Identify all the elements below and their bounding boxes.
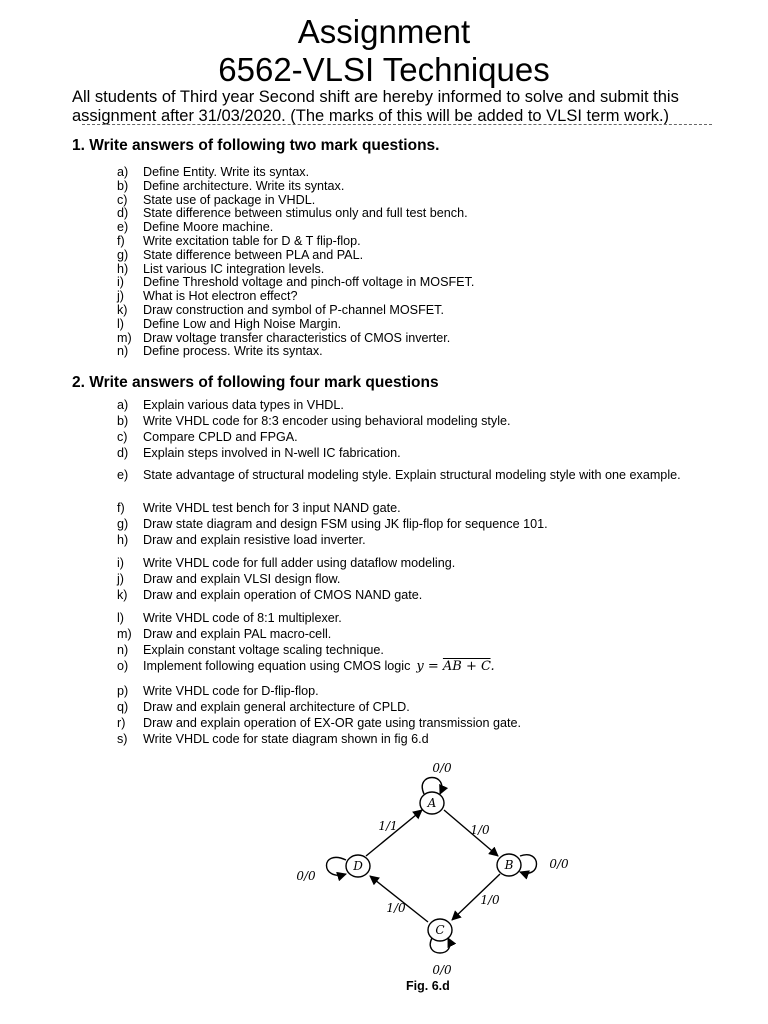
question-marker: n) xyxy=(117,344,129,359)
state-c-label: C xyxy=(435,923,445,937)
question-item xyxy=(117,587,703,604)
question-text: Draw voltage transfer characteristics of CMOS inverter. xyxy=(143,330,451,345)
question-text: Define architecture. Write its syntax. xyxy=(143,178,345,193)
question-marker: l) xyxy=(117,316,124,331)
question-item xyxy=(117,166,717,180)
question-item xyxy=(117,207,717,221)
question-text: Define process. Write its syntax. xyxy=(143,344,323,359)
question-marker: e) xyxy=(117,468,129,482)
question-item xyxy=(117,467,703,484)
question-text: Define Low and High Noise Margin. xyxy=(143,316,342,331)
question-item xyxy=(117,626,703,643)
transition-d-a xyxy=(366,810,422,856)
self-loop-d xyxy=(327,857,347,875)
question-text: Draw and explain operation of EX-OR gate using transmission gate. xyxy=(143,716,522,730)
question-item xyxy=(117,397,703,414)
question-marker: f) xyxy=(117,233,125,248)
equation-rhs: AB + C xyxy=(442,659,491,674)
question-item xyxy=(117,642,703,659)
figure-caption: Fig. 6.d xyxy=(406,979,450,993)
question-marker: g) xyxy=(117,517,129,531)
question-item xyxy=(117,715,703,732)
question-item xyxy=(117,332,717,346)
question-text: State use of package in VHDL. xyxy=(143,192,316,207)
question-text: State difference between stimulus only and full test bench. xyxy=(143,206,468,221)
state-a-label: A xyxy=(427,796,437,810)
transition-c-d xyxy=(370,876,428,922)
question-marker: m) xyxy=(117,330,132,345)
question-text: Explain various data types in VHDL. xyxy=(143,398,344,412)
question-marker: s) xyxy=(117,732,128,746)
question-text: Write excitation table for D & T flip-flop. xyxy=(143,233,361,248)
question-item xyxy=(117,445,703,462)
question-text: Draw and explain general architecture of CPLD. xyxy=(143,700,410,714)
question-text: Write VHDL code of 8:1 multiplexer. xyxy=(143,611,342,625)
self-loop-b xyxy=(520,855,537,874)
question-marker: o) xyxy=(117,659,129,673)
question-item xyxy=(117,221,717,235)
state-diagram xyxy=(280,752,580,987)
title-line-1: Assignment xyxy=(297,13,471,50)
question-marker: a) xyxy=(117,165,129,179)
question-item xyxy=(117,318,717,332)
question-text: State difference between PLA and PAL. xyxy=(143,247,364,262)
state-b-label: B xyxy=(504,858,514,872)
question-item xyxy=(117,516,703,533)
question-marker: h) xyxy=(117,261,129,276)
question-item xyxy=(117,276,717,290)
question-item xyxy=(117,345,717,359)
title-line-2: 6562-VLSI Techniques xyxy=(218,51,550,88)
question-marker: e) xyxy=(117,220,129,235)
notice-text: All students of Third year Second shift are hereby informed to solve and submit this assignment after 31/03/2020. (The marks of this will be added to VLSI term work.) xyxy=(72,88,679,125)
question-text: Write VHDL code for D-flip-flop. xyxy=(143,684,319,698)
question-marker: f) xyxy=(117,501,125,515)
section-1-heading: 1. Write answers of following two mark questions. xyxy=(72,137,440,154)
question-text: Write VHDL code for full adder using dataflow modeling. xyxy=(143,556,456,570)
question-text: List various IC integration levels. xyxy=(143,261,325,276)
equation-lhs: y = xyxy=(416,659,443,674)
question-text: Explain steps involved in N-well IC fabrication. xyxy=(143,446,401,460)
question-item xyxy=(117,263,717,277)
equation-end: . xyxy=(490,659,495,674)
question-text: Draw and explain resistive load inverter. xyxy=(143,533,366,547)
transition-label-a-b: 1/0 xyxy=(470,823,490,837)
section-2-heading: 2. Write answers of following four mark questions xyxy=(72,374,439,391)
question-marker: q) xyxy=(117,700,129,714)
question-item xyxy=(117,304,717,318)
question-marker: i) xyxy=(117,556,124,570)
question-marker: m) xyxy=(117,627,132,641)
question-marker: p) xyxy=(117,684,129,698)
question-text: Draw and explain PAL macro-cell. xyxy=(143,627,332,641)
question-item xyxy=(117,699,703,716)
question-text: Implement following equation using CMOS logic xyxy=(143,659,411,673)
self-loop-label-a: 0/0 xyxy=(432,761,452,775)
cmos-equation xyxy=(416,659,494,674)
two-mark-question-list xyxy=(117,166,717,359)
state-d-label: D xyxy=(353,859,363,873)
question-marker: n) xyxy=(117,643,129,657)
question-item xyxy=(117,571,703,588)
question-text: Write VHDL code for 8:3 encoder using behavioral modeling style. xyxy=(143,414,511,428)
transition-label-b-c: 1/0 xyxy=(480,893,500,907)
question-marker: k) xyxy=(117,588,128,602)
question-text: Draw and explain operation of CMOS NAND gate. xyxy=(143,588,423,602)
question-marker: g) xyxy=(117,247,129,262)
self-loop-label-b: 0/0 xyxy=(549,857,569,871)
question-item xyxy=(117,235,717,249)
question-item xyxy=(117,429,703,446)
question-text: What is Hot electron effect? xyxy=(143,289,298,304)
self-loop-c xyxy=(430,938,450,953)
transition-label-d-a: 1/1 xyxy=(378,819,398,833)
question-item xyxy=(117,555,703,572)
question-item xyxy=(117,610,703,627)
question-marker: a) xyxy=(117,398,129,412)
question-marker: j) xyxy=(117,572,124,586)
question-marker: j) xyxy=(117,289,124,304)
question-item xyxy=(117,413,703,430)
question-text: Compare CPLD and FPGA. xyxy=(143,430,298,444)
question-marker: i) xyxy=(117,275,124,290)
question-text: Write VHDL test bench for 3 input NAND gate. xyxy=(143,501,401,515)
divider-line xyxy=(82,124,712,125)
question-marker: l) xyxy=(117,611,124,625)
question-marker: c) xyxy=(117,192,128,207)
self-loop-label-d: 0/0 xyxy=(296,869,316,883)
question-marker: d) xyxy=(117,446,129,460)
question-text: Draw construction and symbol of P-channel MOSFET. xyxy=(143,302,444,317)
transition-label-c-d: 1/0 xyxy=(386,901,406,915)
question-marker: b) xyxy=(117,414,129,428)
question-item xyxy=(117,194,717,208)
question-text: Define Moore machine. xyxy=(143,220,274,235)
question-text: Draw state diagram and design FSM using JK flip-flop for sequence 101. xyxy=(143,517,548,531)
question-text: Write VHDL code for state diagram shown in fig 6.d xyxy=(143,732,429,746)
question-marker: b) xyxy=(117,178,129,193)
question-marker: h) xyxy=(117,533,129,547)
question-item xyxy=(117,731,703,748)
question-text: Explain constant voltage scaling technique. xyxy=(143,643,384,657)
question-item xyxy=(117,532,703,549)
question-text: Define Threshold voltage and pinch-off voltage in MOSFET. xyxy=(143,275,475,290)
question-marker: k) xyxy=(117,302,128,317)
question-item xyxy=(117,290,717,304)
question-text: Define Entity. Write its syntax. xyxy=(143,165,310,179)
question-item xyxy=(117,249,717,263)
question-text: State advantage of structural modeling style. Explain structural modeling style with one example. xyxy=(143,468,681,482)
question-marker: d) xyxy=(117,206,129,221)
question-marker: c) xyxy=(117,430,128,444)
question-item xyxy=(117,683,703,700)
question-marker: r) xyxy=(117,716,126,730)
question-item xyxy=(117,658,703,676)
question-item xyxy=(117,500,703,517)
self-loop-label-c: 0/0 xyxy=(432,963,452,977)
question-item xyxy=(117,180,717,194)
question-text: Draw and explain VLSI design flow. xyxy=(143,572,341,586)
